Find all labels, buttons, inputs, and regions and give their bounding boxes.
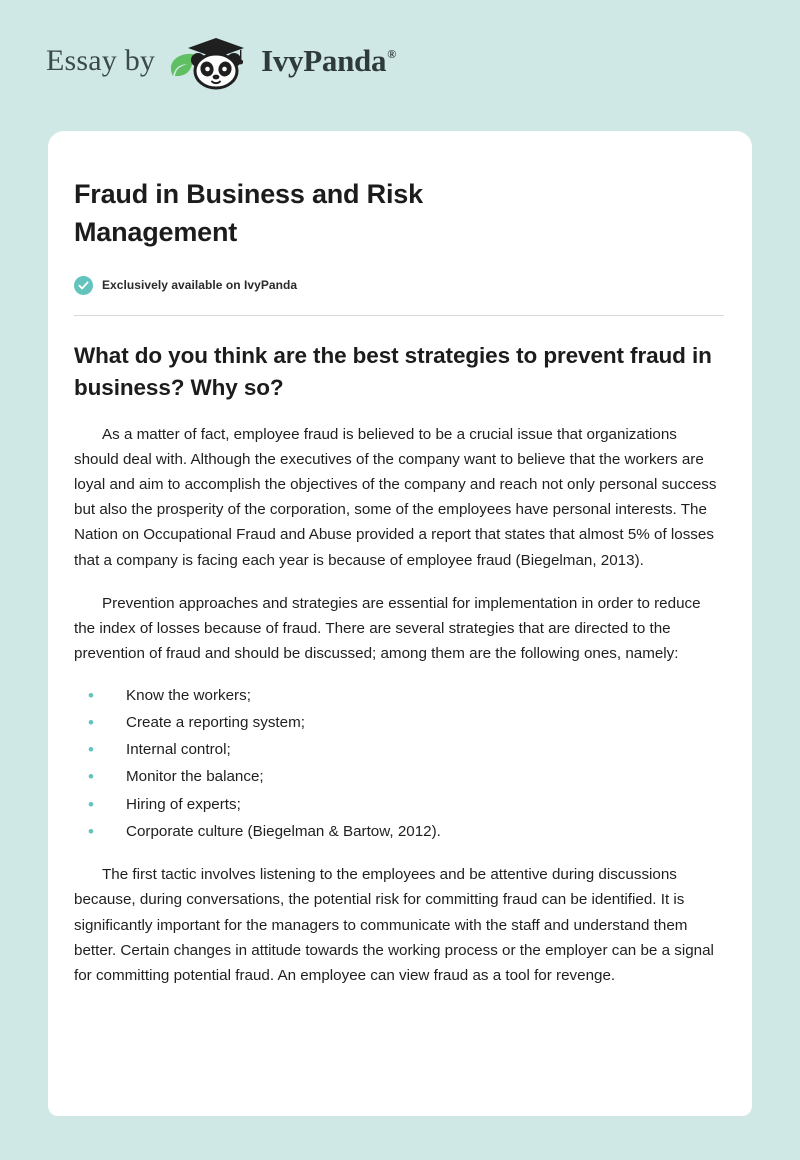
list-item: • Corporate culture (Biegelman & Bartow, 2012).	[74, 819, 724, 844]
panda-logo-icon	[169, 30, 255, 92]
brand-header	[0, 0, 800, 86]
divider	[74, 315, 724, 316]
ivypanda-logo[interactable]	[169, 30, 395, 92]
list-item: • Internal control;	[74, 737, 724, 762]
paragraph-2: Prevention approaches and strategies are essential for implementation in order to reduce the index of losses because of fraud. There are several strategies that are directed to the prevention of fraud and should be discussed; among them are the following ones, namely:	[74, 594, 701, 663]
strategies-list	[74, 683, 724, 844]
paragraph-3: The first tactic involves listening to the employees and be attentive during discussions because, during conversations, the potential risk for committing fraud can be identified. It is significantly important for the managers to communicate with the staff and understand them better. Certain changes in attitude towards the working process or the employer can be a signal for committing potential fraud. An employee can view fraud as a tool for revenge.	[74, 866, 714, 984]
brand-wordmark	[261, 43, 395, 79]
page-title: Fraud in Business and Risk Management	[74, 179, 423, 248]
essay-by-label: Essay by	[46, 44, 156, 77]
brand-trademark: ®	[387, 46, 396, 61]
list-item: • Monitor the balance;	[74, 764, 724, 789]
list-item: • Hiring of experts;	[74, 792, 724, 817]
badge-label: Exclusively available on IvyPanda	[102, 278, 298, 293]
essay-card	[48, 131, 752, 1116]
exclusive-badge	[74, 276, 724, 295]
panda-head-icon	[185, 36, 247, 90]
list-item: • Know the workers;	[74, 683, 724, 708]
list-item: • Create a reporting system;	[74, 710, 724, 735]
paragraph-1: As a matter of fact, employee fraud is believed to be a crucial issue that organizations should deal with. Although the executives of the company want to believe that the workers are loyal and aim to accomplish the objectives of the company and reach not only personal success but also the prosperity of the corporation, some of the employees have personal interests. The Nation on Occupational Fraud and Abuse provided a report that states that almost 5% of losses that a company is facing each year is because of employee fraud (Biegelman, 2013).	[74, 425, 717, 569]
section-heading: What do you think are the best strategies to prevent fraud in business? Why so?	[74, 342, 712, 400]
check-circle-icon	[74, 276, 93, 295]
brand-name: IvyPanda	[261, 43, 387, 78]
